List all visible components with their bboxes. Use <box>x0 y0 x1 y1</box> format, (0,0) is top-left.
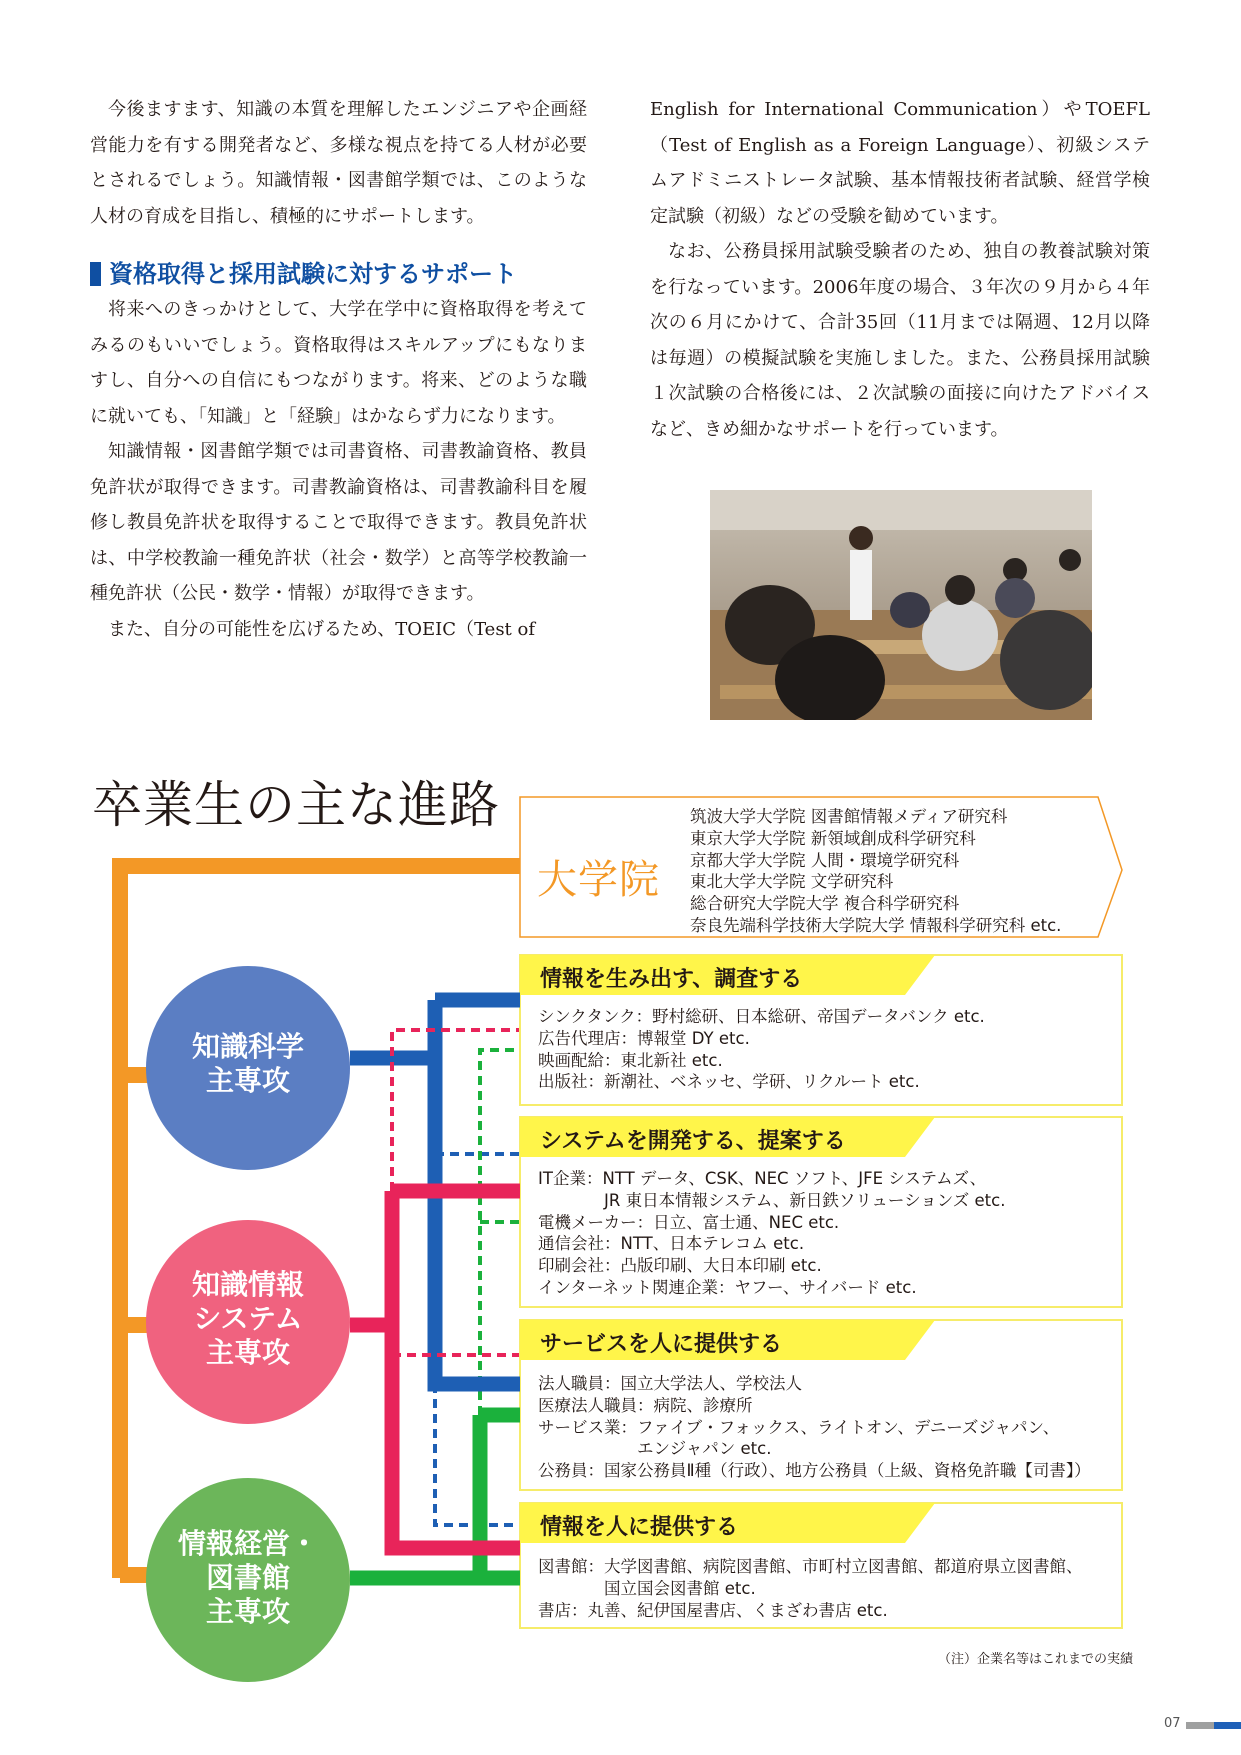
paragraph-exams-end: English for International Communication）やTOEFL（Test of English as a Foreign Language）、初級システムアドミニストレータ試験、基本情報技術者試験、経営学検定試験（初級）などの受験を勧めています。 <box>650 99 1150 227</box>
career-chart-title: 卒業生の主な進路 <box>92 776 500 834</box>
career-entry: 公務員：国家公務員Ⅱ種（行政）、地方公務員（上級、資格免許職【司書】） <box>538 1461 1091 1481</box>
graduate-school-item: 総合研究大学院大学 複合科学研究科 <box>690 894 960 914</box>
graduate-school-item: 奈良先端科学技術大学院大学 情報科学研究科 etc. <box>690 915 1062 935</box>
career-entry: 書店：丸善、紀伊国屋書店、くまざわ書店 etc. <box>538 1600 888 1620</box>
career-box-4-list <box>538 1556 1083 1621</box>
footnote: （注）企業名等はこれまでの実績 <box>938 1652 1134 1667</box>
classroom-photo <box>710 490 1092 720</box>
heading-bar-icon <box>90 262 101 286</box>
career-entry: IT企業：NTT データ、CSK、NEC ソフト、JFE システムズ、 <box>538 1169 987 1188</box>
graduate-school-label: 大学院 <box>537 857 660 903</box>
career-entry: 映画配給：東北新社 etc. <box>538 1050 723 1070</box>
major-label-info-management-library: 情報経営・ 図書館 主専攻 <box>177 1527 318 1628</box>
career-box-2-list <box>538 1168 1005 1299</box>
career-box-4-title: 情報を人に提供する <box>540 1515 739 1540</box>
career-entry: 図書館：大学図書館、病院図書館、市町村立図書館、都道府県立図書館、 <box>538 1557 1083 1576</box>
intro-paragraph: 今後ますます、知識の本質を理解したエンジニアや企画経営能力を有する開発者など、多様な視点を持てる人材が必要とされるでしょう。知識情報・図書館学類では、このような人材の育成を目指し、積極的にサポートします。 <box>90 99 587 227</box>
page-number: 07 <box>1164 1716 1181 1731</box>
career-entry: 電機メーカー：日立、富士通、NEC etc. <box>538 1212 840 1232</box>
career-box-3-list <box>538 1373 1091 1482</box>
career-entry: 法人職員：国立大学法人、学校法人 <box>538 1374 802 1393</box>
right-text-column <box>650 92 1150 447</box>
career-entry: サービス業：ファイブ・フォックス、ライトオン、デニーズジャパン、 <box>538 1417 1060 1437</box>
career-box-2-title: システムを開発する、提案する <box>540 1129 846 1154</box>
green-dashed-line <box>480 1050 520 1415</box>
section-heading <box>90 256 587 292</box>
career-box-1-title: 情報を生み出す、調査する <box>540 967 803 992</box>
career-entry: 医療法人職員：病院、診療所 <box>538 1395 753 1415</box>
career-box-1-list <box>538 1006 985 1093</box>
paragraph-qualification: 将来へのきっかけとして、大学在学中に資格取得を考えてみるのもいいでしょう。資格取得はスキルアップにもなりますし、自分への自信にもつながります。将来、どのような職に就いても、「知識」と「経験」はかならず力になります。 <box>90 299 587 427</box>
page-bar-gray <box>1186 1722 1214 1729</box>
graduate-school-item: 京都大学大学院 人間・環境学研究科 <box>690 850 960 870</box>
career-box-3-title: サービスを人に提供する <box>540 1332 783 1357</box>
career-entry: 広告代理店：博報堂 DY etc. <box>538 1028 750 1048</box>
career-entry: エンジャパン etc. <box>538 1439 772 1459</box>
career-entry: シンクタンク：野村総研、日本総研、帝国データバンク etc. <box>538 1007 985 1026</box>
career-entry: インターネット関連企業：ヤフー、サイバード etc. <box>538 1277 917 1297</box>
career-entry: 通信会社：NTT、日本テレコム etc. <box>538 1234 805 1254</box>
graduate-school-item: 筑波大学大学院 図書館情報メディア研究科 <box>690 807 1008 826</box>
paragraph-exams-start: また、自分の可能性を広げるため、TOEIC（Test of <box>108 618 536 640</box>
graduate-school-list <box>690 806 1061 937</box>
graduate-school-item: 東京大学大学院 新領域創成科学研究科 <box>690 828 976 848</box>
major-label-knowledge-info-systems: 知識情報 システム 主専攻 <box>191 1268 304 1369</box>
paragraph-licenses: 知識情報・図書館学類では司書資格、司書教諭資格、教員免許状が取得できます。司書教諭資格は、司書教諭科目を履修し教員免許状を取得することで取得できます。教員免許状は、中学校教諭一種免許状（社会・数学）と高等学校教諭一種免許状（公民・数学・情報）が取得できます。 <box>90 441 587 604</box>
left-text-column <box>90 92 587 647</box>
paragraph-civil-service: なお、公務員採用試験受験者のため、独自の教養試験対策を行なっています。2006年度の場合、３年次の９月から４年次の６月にかけて、合計35回（11月までは隔週、12月以降は毎週）の模擬試験を実施しました。また、公務員採用試験１次試験の合格後には、２次試験の面接に向けたアドバイスなど、きめ細かなサポートを行っています。 <box>650 241 1150 440</box>
career-entry: 印刷会社：凸版印刷、大日本印刷 etc. <box>538 1256 822 1276</box>
section-heading-text: 資格取得と採用試験に対するサポート <box>109 260 517 288</box>
page-bar-blue <box>1214 1722 1241 1729</box>
major-label-knowledge-science: 知識科学 主専攻 <box>191 1030 304 1097</box>
career-entry: 出版社：新潮社、ベネッセ、学研、リクルート etc. <box>538 1072 920 1092</box>
career-entry: 国立国会図書館 etc. <box>538 1578 756 1598</box>
orange-line <box>120 866 530 1578</box>
graduate-school-item: 東北大学大学院 文学研究科 <box>690 872 894 892</box>
career-entry: JR 東日本情報システム、新日鉄ソリューションズ etc. <box>538 1190 1006 1210</box>
